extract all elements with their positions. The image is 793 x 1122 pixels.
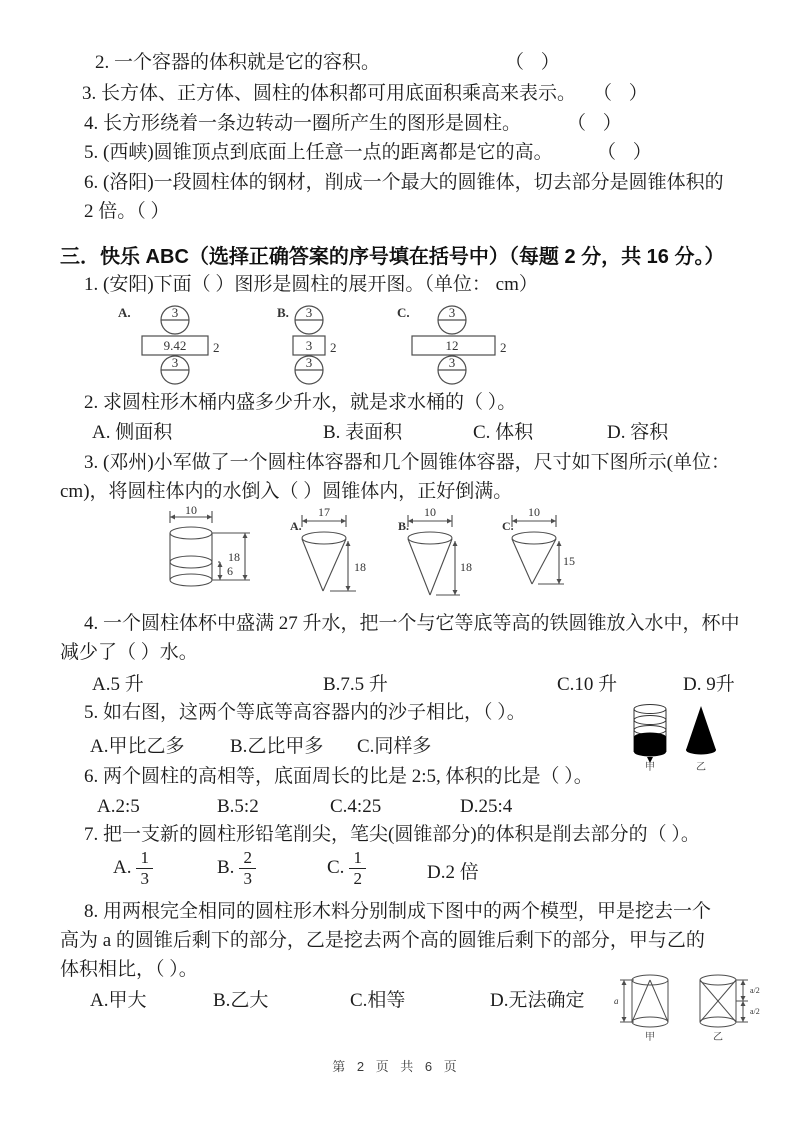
q7-option-d: D.2 倍 — [427, 862, 479, 883]
q7-option-a-numerator: 1 — [136, 849, 153, 869]
q1-fig-a-rect-value: 9.42 — [163, 338, 187, 353]
q6-text: 6. 两个圆柱的高相等，底面周长的比是 2:5, 体积的比是（ ）。 — [84, 766, 593, 787]
q4-text-line2: 减少了（ ）水。 — [60, 642, 198, 663]
q1-fig-a-top-diameter: 3 — [171, 305, 179, 320]
q5-figure-sand-containers — [628, 700, 728, 772]
q5-option-b: B.乙比甲多 — [230, 736, 324, 757]
q8-option-c: C.相等 — [350, 990, 406, 1011]
q7-option-b — [217, 849, 256, 888]
q1-figure-cylinder-nets — [112, 299, 532, 391]
q1-fig-label-c: C. — [397, 305, 410, 320]
q5-fig-label-yi: 乙 — [696, 762, 706, 772]
q8-figure-cylinder-models — [612, 956, 772, 1044]
q3-fig-label-c: C. — [502, 519, 514, 533]
q7-option-a — [113, 849, 153, 888]
q7-option-c-numerator: 1 — [349, 849, 366, 869]
q6-option-b: B.5:2 — [217, 796, 259, 817]
q3-text-line1: 3. (邓州)小军做了一个圆柱体容器和几个圆锥体容器，尺寸如下图所示(单位： — [84, 452, 730, 473]
q3-fig-cylinder-height: 18 — [228, 550, 240, 564]
q3-text-line2: cm)，将圆柱体内的水倒入（ ）圆锥体内，正好倒满。 — [60, 481, 513, 502]
q1-fig-c-rect-value: 12 — [445, 338, 459, 353]
q1-fig-b-side-value: 2 — [330, 340, 337, 355]
q8-text-line1: 8. 用两根完全相同的圆柱形木料分别制成下图中的两个模型，甲是挖去一个 — [84, 901, 712, 922]
q7-option-a-label: A. — [113, 857, 132, 879]
q7-option-c-fraction — [349, 849, 366, 888]
q7-text: 7. 把一支新的圆柱形铅笔削尖，笔尖(圆锥部分)的体积是削去部分的（ ）。 — [84, 824, 700, 845]
q4-option-b: B.7.5 升 — [323, 674, 388, 695]
q3-fig-cylinder-water: 6 — [227, 564, 233, 578]
q2-option-a: A. 侧面积 — [92, 422, 173, 443]
q7-option-c-label: C. — [327, 857, 345, 879]
q3-figure-cylinder-and-cones — [150, 503, 600, 610]
q8-text-line3: 体积相比，（ ）。 — [60, 959, 198, 980]
q8-text-line2: 高为 a 的圆锥后剩下的部分，乙是挖去两个高的圆锥后剩下的部分，甲与乙的 — [60, 930, 705, 951]
q1-fig-b-bottom-diameter: 3 — [305, 355, 313, 370]
tf-item-4: 4. 长方形绕着一条边转动一圈所产生的图形是圆柱。 — [84, 113, 522, 134]
section3-heading: 三．快乐 ABC（选择正确答案的序号填在括号中）（每题 2 分，共 16 分。） — [60, 246, 725, 268]
q1-fig-label-a: A. — [118, 305, 131, 320]
q8-option-b: B.乙大 — [213, 990, 269, 1011]
q1-fig-c-bottom-diameter: 3 — [448, 355, 456, 370]
q2-option-b: B. 表面积 — [323, 422, 403, 443]
q5-option-c: C.同样多 — [357, 736, 432, 757]
tf-item-3: 3. 长方体、正方体、圆柱的体积都可用底面积乘高来表示。 — [82, 83, 577, 104]
q3-fig-cone-c-diameter: 10 — [528, 505, 540, 519]
q1-fig-c-top-diameter: 3 — [448, 305, 456, 320]
q7-option-a-denominator: 3 — [140, 868, 149, 888]
q1-fig-label-b: B. — [277, 305, 289, 320]
q8-option-d: D.无法确定 — [490, 990, 585, 1011]
q5-fig-label-jia: 甲 — [645, 762, 655, 772]
q7-option-b-denominator: 3 — [243, 868, 252, 888]
q8-fig-dim-half-bottom: a/2 — [750, 1007, 760, 1016]
q6-option-a: A.2:5 — [97, 796, 140, 817]
tf-item-5-paren: （ ） — [597, 142, 658, 163]
q8-fig-dim-a: a — [614, 996, 619, 1006]
q3-fig-cone-c-height: 15 — [563, 554, 575, 568]
q7-option-b-label: B. — [217, 857, 235, 879]
q3-fig-cone-b-diameter: 10 — [424, 505, 436, 519]
q3-fig-label-a: A. — [290, 519, 302, 533]
tf-item-3-paren: （ ） — [593, 83, 654, 104]
q6-option-c: C.4:25 — [330, 796, 382, 817]
q7-option-c — [327, 849, 366, 888]
q4-option-d: D. 9升 — [683, 674, 735, 695]
q8-fig-label-jia: 甲 — [645, 1032, 655, 1043]
tf-item-5: 5. (西峡)圆锥顶点到底面上任意一点的距离都是它的高。 — [84, 142, 553, 163]
tf-item-2-paren: （ ） — [505, 52, 566, 73]
q8-fig-dim-half-top: a/2 — [750, 986, 760, 995]
q1-fig-b-rect-value: 3 — [305, 338, 313, 353]
q3-fig-cone-a-diameter: 17 — [318, 505, 330, 519]
q1-fig-a-bottom-diameter: 3 — [171, 355, 179, 370]
q1-fig-b-top-diameter: 3 — [305, 305, 313, 320]
tf-item-4-paren: （ ） — [567, 113, 628, 134]
q8-fig-label-yi: 乙 — [713, 1032, 723, 1043]
q8-option-a: A.甲大 — [90, 990, 147, 1011]
q5-text: 5. 如右图，这两个等底等高容器内的沙子相比，（ ）。 — [84, 702, 526, 723]
q3-fig-cone-a-height: 18 — [354, 560, 366, 574]
q3-fig-cone-b-height: 18 — [460, 560, 472, 574]
q2-option-c: C. 体积 — [473, 422, 534, 443]
tf-item-2: 2. 一个容器的体积就是它的容积。 — [95, 52, 381, 73]
q2-text: 2. 求圆柱形木桶内盛多少升水，就是求水桶的（ ）。 — [84, 392, 517, 413]
q7-option-a-fraction — [136, 849, 153, 888]
q3-fig-label-b: B. — [398, 519, 410, 533]
q4-text-line1: 4. 一个圆柱体杯中盛满 27 升水，把一个与它等底等高的铁圆锥放入水中，杯中 — [84, 613, 740, 634]
q1-fig-c-side-value: 2 — [500, 340, 507, 355]
q6-option-d: D.25:4 — [460, 796, 513, 817]
page-number-indicator: 第 2 页 共 6 页 — [332, 1059, 461, 1074]
q2-option-d: D. 容积 — [607, 422, 669, 443]
q5-option-a: A.甲比乙多 — [90, 736, 185, 757]
q7-option-c-denominator: 2 — [353, 868, 362, 888]
q7-option-b-fraction — [239, 849, 256, 888]
q4-option-c: C.10 升 — [557, 674, 618, 695]
q1-text: 1. (安阳)下面（ ）图形是圆柱的展开图。（单位： cm） — [84, 274, 538, 295]
q1-fig-a-side-value: 2 — [213, 340, 220, 355]
tf-item-6-line1: 6. (洛阳)一段圆柱体的钢材，削成一个最大的圆锥体，切去部分是圆锥体积的 — [84, 172, 724, 193]
q7-option-b-numerator: 2 — [239, 849, 256, 869]
tf-item-6-line2: 2 倍。（ ） — [84, 201, 170, 222]
q3-fig-cylinder-diameter: 10 — [185, 503, 197, 517]
q4-option-a: A.5 升 — [92, 674, 144, 695]
